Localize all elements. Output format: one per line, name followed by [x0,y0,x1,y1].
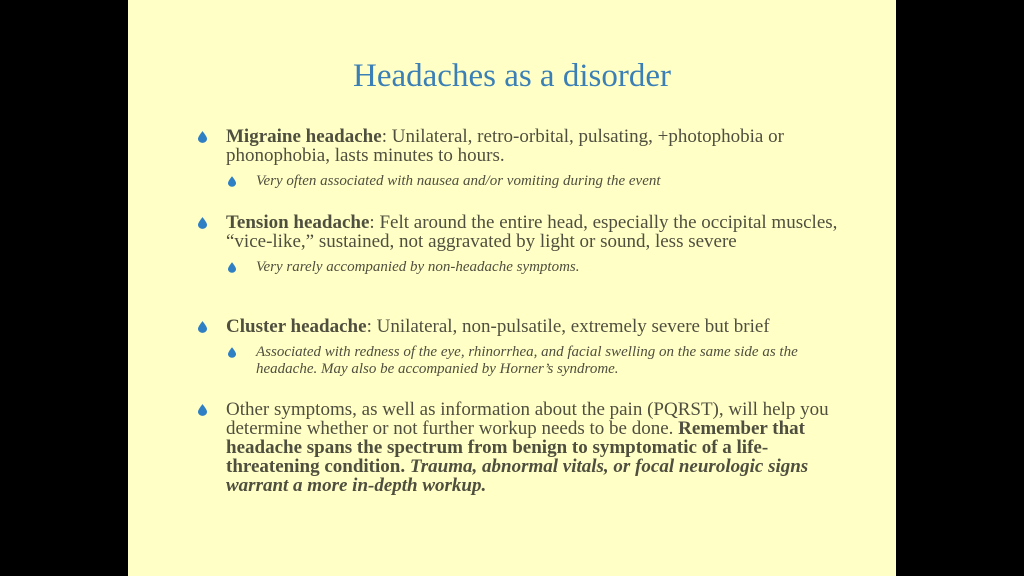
bullet-item [196,213,846,251]
sub-bullet-text: Associated with redness of the eye, rhinorrhea, and facial swelling on the same side as the headache. May also be accompanied by Horner’s syndrome. [256,344,798,377]
bullet-text: Other symptoms, as well as information about the pain (PQRST), will help you determine whether or not further workup needs to be done. [226,399,829,439]
teardrop-bullet-icon [198,404,207,416]
bullet-label: Cluster headache [226,316,367,337]
bullet-group-cluster [196,317,846,377]
bullet-bold-text: Remember that headache spans the spectrum from benign to symptomatic of a life-threatening condition. [226,418,805,477]
slide-title: Headaches as a disorder [353,58,671,94]
presentation-slide [128,0,896,576]
bullet-group-migraine [196,127,846,190]
bullet-item [196,400,846,495]
teardrop-bullet-icon [198,217,207,229]
teardrop-bullet-icon [228,176,236,187]
bullet-group-other [196,400,846,495]
sub-bullet-item [226,344,846,377]
bullet-text: : Unilateral, retro-orbital, pulsating, +photophobia or phonophobia, lasts minutes to hours. [226,126,784,166]
bullet-item [196,127,846,165]
bullet-text: : Unilateral, non-pulsatile, extremely severe but brief [366,316,770,337]
bullet-bold-italic-text: Trauma, abnormal vitals, or focal neurologic signs warrant a more in-depth workup. [226,456,809,496]
teardrop-bullet-icon [228,347,236,358]
bullet-group-tension [196,213,846,276]
bullet-text: : Felt around the entire head, especially the occipital muscles, “vice-like,” sustained, not aggravated by light or sound, less severe [226,212,838,252]
bullet-label: Migraine headache [226,126,382,147]
bullet-item [196,317,846,336]
sub-bullet-item [226,259,846,276]
teardrop-bullet-icon [198,321,207,333]
bullet-label: Tension headache [226,212,370,233]
teardrop-bullet-icon [198,131,207,143]
sub-bullet-text: Very often associated with nausea and/or vomiting during the event [256,173,661,189]
teardrop-bullet-icon [228,262,236,273]
sub-bullet-item [226,173,846,190]
sub-bullet-text: Very rarely accompanied by non-headache symptoms. [256,259,580,275]
